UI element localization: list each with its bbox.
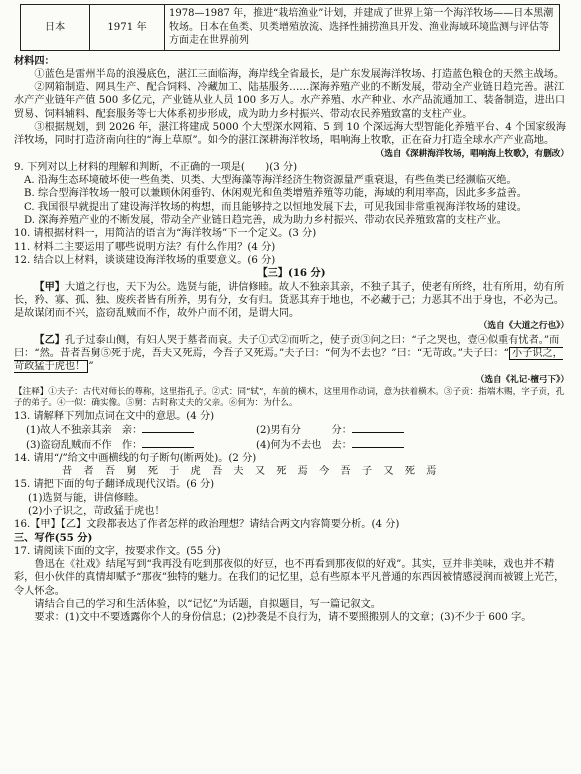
- question-17-requirements: 要求：(1)文中不要透露你个人的身份信息；(2)抄袭是不良行为，请不要照搬别人的文章；(3)不少于 600 字。: [34, 612, 532, 624]
- question-14-stem: 14. 请用“/”给文中画横线的句子断句(断两处)。(2 分): [14, 452, 257, 464]
- table-row: [21, 5, 560, 51]
- passage-yi-text: 孔子过泰山侧，有妇人哭于墓者而哀。夫子①式②而听之，使子贡③问之曰：“子之哭也，壹④似重有忧者。”而曰：“然。昔者吾舅⑤死于虎，吾夫又死焉，今吾子又死焉。”夫子曰：“何为不去也？”曰：“无苛政。”夫子曰：“: [14, 334, 560, 360]
- question-13-row-1: [14, 423, 569, 437]
- annotation-notes: 【注释】①夫子：古代对师长的尊称，这里指孔子。②式：同“轼”，车前的横木，这里用作动词，意为扶着横木。③子贡：指端木赐，字子贡，孔子的弟子。④一似：确实像。⑤舅：古时称丈夫的父亲。⑥何为：为什么。: [14, 386, 565, 409]
- passage-yi-source: （选自《礼记·檀弓下》）: [475, 374, 569, 385]
- question-13-row-2: [14, 438, 569, 452]
- answer-blank[interactable]: [352, 423, 404, 433]
- passage-jia: [14, 281, 569, 321]
- question-17-stem: 17. 请阅读下面的文字，按要求作文。(55 分): [14, 545, 221, 557]
- question-9-stem: 9. 下列对以上材料的理解和判断，不正确的一项是( )(3 分): [14, 161, 298, 173]
- passage-jia-text: 大道之行也，天下为公。选贤与能，讲信修睦。故人不独亲其亲，不独子其子，使老有所终，壮有所用，幼有所长，矜、寡、孤、独、废疾者皆有所养，男有分，女有归。货恶其弃于地也，不必藏于己；力恶其不出于身也，不必为己。是故谋闭而不兴，盗窃乱贼而不作，故外户而不闭，是谓大同。: [14, 281, 565, 320]
- question-15-item-2: (2)小子识之，苛政猛于虎也！: [28, 506, 165, 517]
- question-17-paragraph-1: 鲁迅在《社戏》结尾写到“我再没有吃到那夜似的好豆，也不再看到那夜似的好戏”。其实，豆并非美味，戏也并不精彩，但小伙伴的真情却赋予“那夜”独特的魅力。在我们的记忆里，总有些原本平凡普通的东西因被情感浸润而被镀上光芒，令人怀念。: [14, 559, 565, 597]
- material-four-heading: 材料四：: [14, 54, 55, 67]
- question-13-item-2: (2)男有分 分：: [256, 425, 352, 437]
- material-four-paragraph-3: ③根据规划，到 2026 年，湛江将建成 5000 个大型深水网箱、5 到 10 个深远海大型智能化养殖平台、4 个国家级海洋牧场，同时打造济南向往的“海上草原”。如今的湛江深耕海洋牧场，唱响海上牧歌，正在奋力打造全球水产产业高地。: [14, 121, 566, 147]
- question-11: 11. 材料二主要运用了哪些说明方法？有什么作用？(4 分): [14, 241, 276, 253]
- question-9-option-b: B. 综合型海洋牧场一般可以兼顾休闲垂钓、休闲观光和鱼类增殖养殖等功能，海域的利用率高，因此多多益善。: [24, 188, 527, 200]
- question-13-stem: 13. 请解释下列加点词在文中的意思。(4 分): [14, 410, 215, 422]
- answer-blank[interactable]: [142, 438, 194, 448]
- material-four-paragraph-1: ①蓝色是雷州半岛的浪漫底色，湛江三面临海，海岸线全省最长，是广东发展海洋牧场、打造蓝色粮仓的天然主战场。: [34, 68, 565, 80]
- question-13-item-1: (1)故人不独亲其亲 亲：: [26, 425, 143, 437]
- question-9-option-d: D. 深海养殖产业的不断发展，带动全产业链日趋完善，成为助力乡村振兴、带动农民养殖致富的支柱产业。: [24, 215, 507, 227]
- question-13-item-3: (3)盗窃乱贼而不作 作：: [26, 439, 143, 451]
- question-13-item-4: (4)何为不去也 去：: [256, 439, 352, 451]
- passage-yi-tag: 【乙】: [34, 333, 65, 346]
- question-12: 12. 结合以上材料，谈谈建设海洋牧场的重要意义。(6 分): [14, 254, 276, 266]
- question-10: 10. 请根据材料一，用简洁的语言为“海洋牧场”下一个定义。(3 分): [14, 228, 317, 240]
- passage-jia-source: （选自《大道之行也》）: [478, 321, 569, 332]
- question-17-paragraph-2: 请结合自己的学习和生活体验，以“记忆”为话题，自拟题目，写一篇记叙文。: [34, 599, 381, 611]
- passage-yi-boxed-sentence: 小子识之，苛政猛于虎也！: [14, 348, 563, 373]
- answer-blank[interactable]: [352, 438, 404, 448]
- question-14-sentence: 昔 者 吾 舅 死 于 虎 吾 夫 又 死 焉 今 吾 子 又 死 焉: [62, 466, 441, 478]
- question-15-item-1: (1)选贤与能，讲信修睦。: [28, 492, 145, 504]
- passage-yi: [14, 334, 569, 374]
- section-three-title: 【三】(16 分): [257, 267, 326, 280]
- passage-jia-tag: 【甲】: [34, 280, 65, 293]
- question-15-stem: 15. 请把下面的句子翻译成现代汉语。(6 分): [14, 479, 215, 491]
- description-cell: 1978—1987 年，推进“栽培渔业”计划，并建成了世界上第一个海洋牧场——日本黑潮牧场。日本在鱼类、贝类增殖放流、选择性捕捞渔具开发、渔业海域环境监测与评估等方面走在世界前列: [165, 5, 560, 51]
- country-cell: 日本: [21, 5, 90, 51]
- writing-section-title: 三、写作(55 分): [14, 531, 93, 544]
- passage-yi-tail: ”: [88, 361, 94, 373]
- question-9-option-a: A. 沿海生态环境破坏使一些鱼类、贝类、大型海藻等海洋经济生物资源量严重衰退，有些鱼类已经濒临灭绝。: [24, 175, 517, 187]
- material-four-paragraph-2: ②网箱制造、网具生产、配合饲料、冷藏加工、陆基服务……深海养殖产业的不断发展，带动全产业链日趋完善。湛江水产产业链年产值 500 多亿元，产业链从业人员 100 多万人。水产养殖、水产种业、水产品流通加工、装备制造，进出口贸易、饲料辅料、配套服务等七大体系初步形成，成为助力乡村振兴、带动农民养殖致富的支柱产业。: [14, 82, 566, 120]
- question-16: 16.【甲】【乙】文段都表达了作者怎样的政治理想？请结合两文内容简要分析。(4 分): [14, 519, 400, 531]
- development-table: [20, 4, 560, 51]
- question-9-option-c: C. 我国很早就提出了建设海洋牧场的构想，而且能够持之以恒地发展下去，可见我国非常重视海洋牧场的建设。: [24, 201, 527, 213]
- material-four-source: （选自《深耕海洋牧场，唱响海上牧歌》，有删改）: [375, 148, 569, 159]
- answer-blank[interactable]: [142, 423, 194, 433]
- year-cell: 1971 年: [90, 5, 165, 51]
